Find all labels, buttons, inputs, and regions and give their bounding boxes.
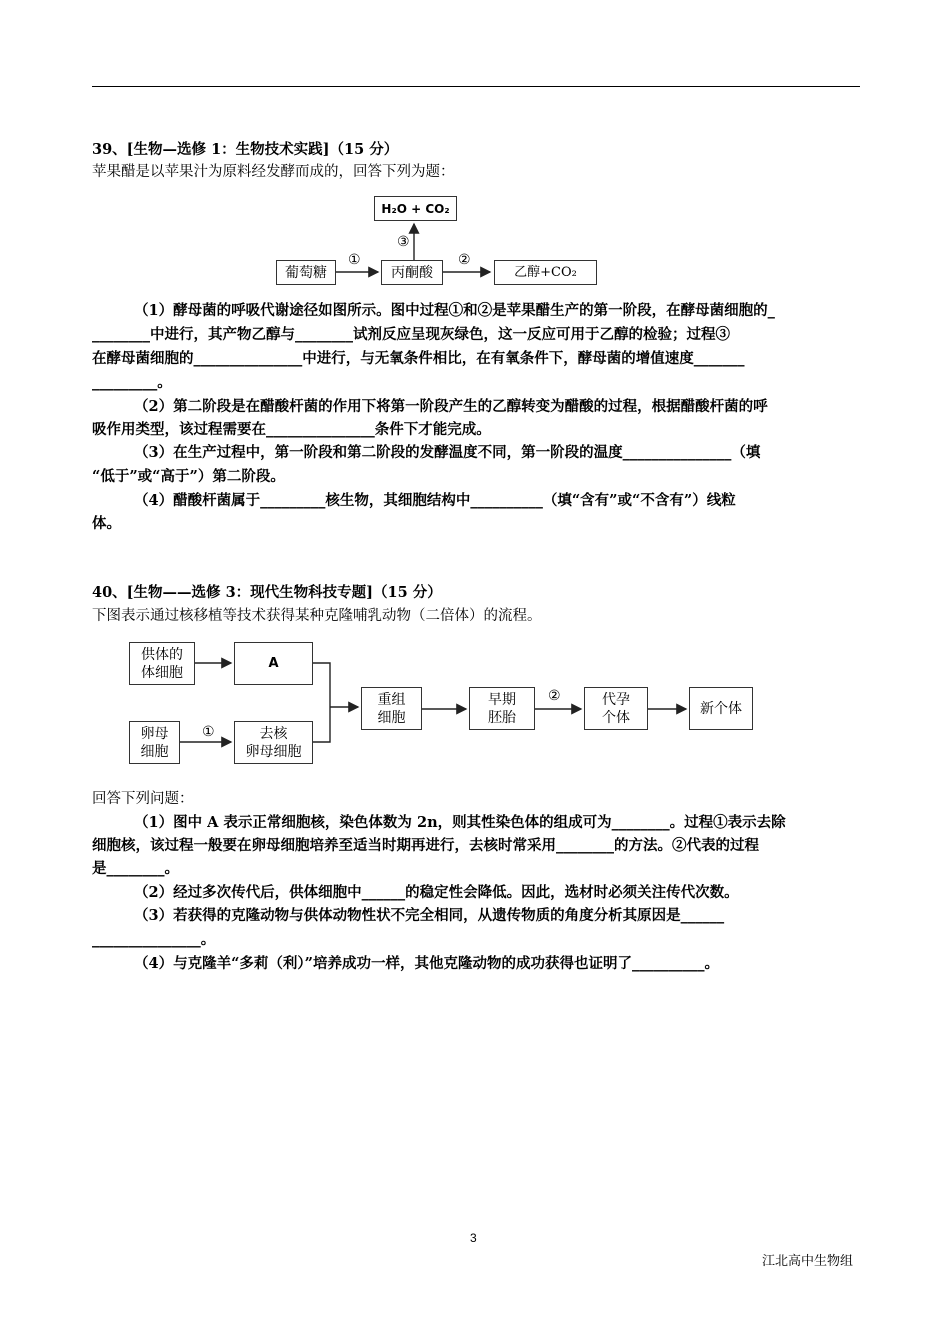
q39-p2-line1: （2）第二阶段是在醋酸杆菌的作用下将第一阶段产生的乙醇转变为醋酸的过程，根据醋酸杆菌的呼 xyxy=(134,398,768,415)
step-2-label: ② xyxy=(458,252,471,268)
box-recombined-cell: 重组 细胞 xyxy=(361,687,422,730)
q40-ask: 回答下列问题： xyxy=(92,791,194,807)
q39-p2-line2: 吸作用类型，该过程需要在_______________条件下才能完成。 xyxy=(92,421,491,438)
box-new-individual: 新个体 xyxy=(689,687,753,730)
q40-step-1-label: ① xyxy=(202,724,215,740)
q39-title: 39、[生物—选修 1：生物技术实践]（15 分） xyxy=(92,141,399,158)
step-1-label: ① xyxy=(348,252,361,268)
box-water-co2: H₂O + CO₂ xyxy=(374,196,457,221)
q40-p2: （2）经过多次传代后，供体细胞中______的稳定性会降低。因此，选材时必须关注传代次数。 xyxy=(134,884,739,901)
q40-p1-line1: （1）图中 A 表示正常细胞核，染色体数为 2n，则其性染色体的组成可为________。过程①表示去除 xyxy=(134,814,786,831)
box-oocyte: 卵母 细胞 xyxy=(129,721,180,764)
q40-step-2-label: ② xyxy=(548,688,561,704)
page-number: 3 xyxy=(470,1231,477,1245)
box-early-embryo: 早期 胚胎 xyxy=(469,687,535,730)
q40-p4: （4）与克隆羊“多莉（利）”培养成功一样，其他克隆动物的成功获得也证明了__________。 xyxy=(134,955,720,972)
q40-p3-line2: _______________。 xyxy=(92,931,216,948)
connector-a xyxy=(313,663,330,742)
q39-p3-line1: （3）在生产过程中，第一阶段和第二阶段的发酵温度不同，第一阶段的温度_______________（填 xyxy=(134,444,761,461)
q40-intro: 下图表示通过核移植等技术获得某种克隆哺乳动物（二倍体）的流程。 xyxy=(92,608,542,624)
footer-group-name: 江北高中生物组 xyxy=(762,1254,854,1269)
q40-p1-line3: 是________。 xyxy=(92,860,179,877)
box-ethanol-co2: 乙醇+CO₂ xyxy=(494,260,597,285)
box-donor-cell: 供体的 体细胞 xyxy=(129,642,195,685)
step-3-label: ③ xyxy=(397,234,410,250)
q40-p3-line1: （3）若获得的克隆动物与供体动物性状不完全相同，从遗传物质的角度分析其原因是______ xyxy=(134,907,725,924)
q39-intro: 苹果醋是以苹果汁为原料经发酵而成的，回答下列为题： xyxy=(92,164,455,180)
q39-p1-line4: _________。 xyxy=(92,374,172,391)
q40-p1-line2: 细胞核，该过程一般要在卵母细胞培养至适当时期再进行，去核时常采用________的方法。②代表的过程 xyxy=(92,837,759,854)
q40-title: 40、[生物——选修 3：现代生物科技专题]（15 分） xyxy=(92,584,442,601)
q39-p1-line2: ________中进行，其产物乙醇与________试剂反应呈现灰绿色，这一反应可用于乙醇的检验；过程③ xyxy=(92,326,730,343)
box-glucose: 葡萄糖 xyxy=(276,260,336,285)
q39-p4-line2: 体。 xyxy=(92,515,121,532)
box-surrogate: 代孕 个体 xyxy=(584,687,648,730)
box-a: A xyxy=(234,642,313,685)
q39-p1-line1: （1）酵母菌的呼吸代谢途径如图所示。图中过程①和②是苹果醋生产的第一阶段，在酵母菌细胞的_ xyxy=(134,302,775,319)
q39-p3-line2: “低于”或“高于”）第二阶段。 xyxy=(92,468,285,485)
box-enucleated-oocyte: 去核 卵母细胞 xyxy=(234,721,313,764)
box-pyruvate: 丙酮酸 xyxy=(381,260,443,285)
q39-p1-line3: 在酵母菌细胞的_______________中进行，与无氧条件相比，在有氧条件下，酵母菌的增值速度_______ xyxy=(92,350,745,367)
q39-p4-line1: （4）醋酸杆菌属于_________核生物，其细胞结构中__________（填“含有”或“不含有”）线粒 xyxy=(134,492,736,509)
